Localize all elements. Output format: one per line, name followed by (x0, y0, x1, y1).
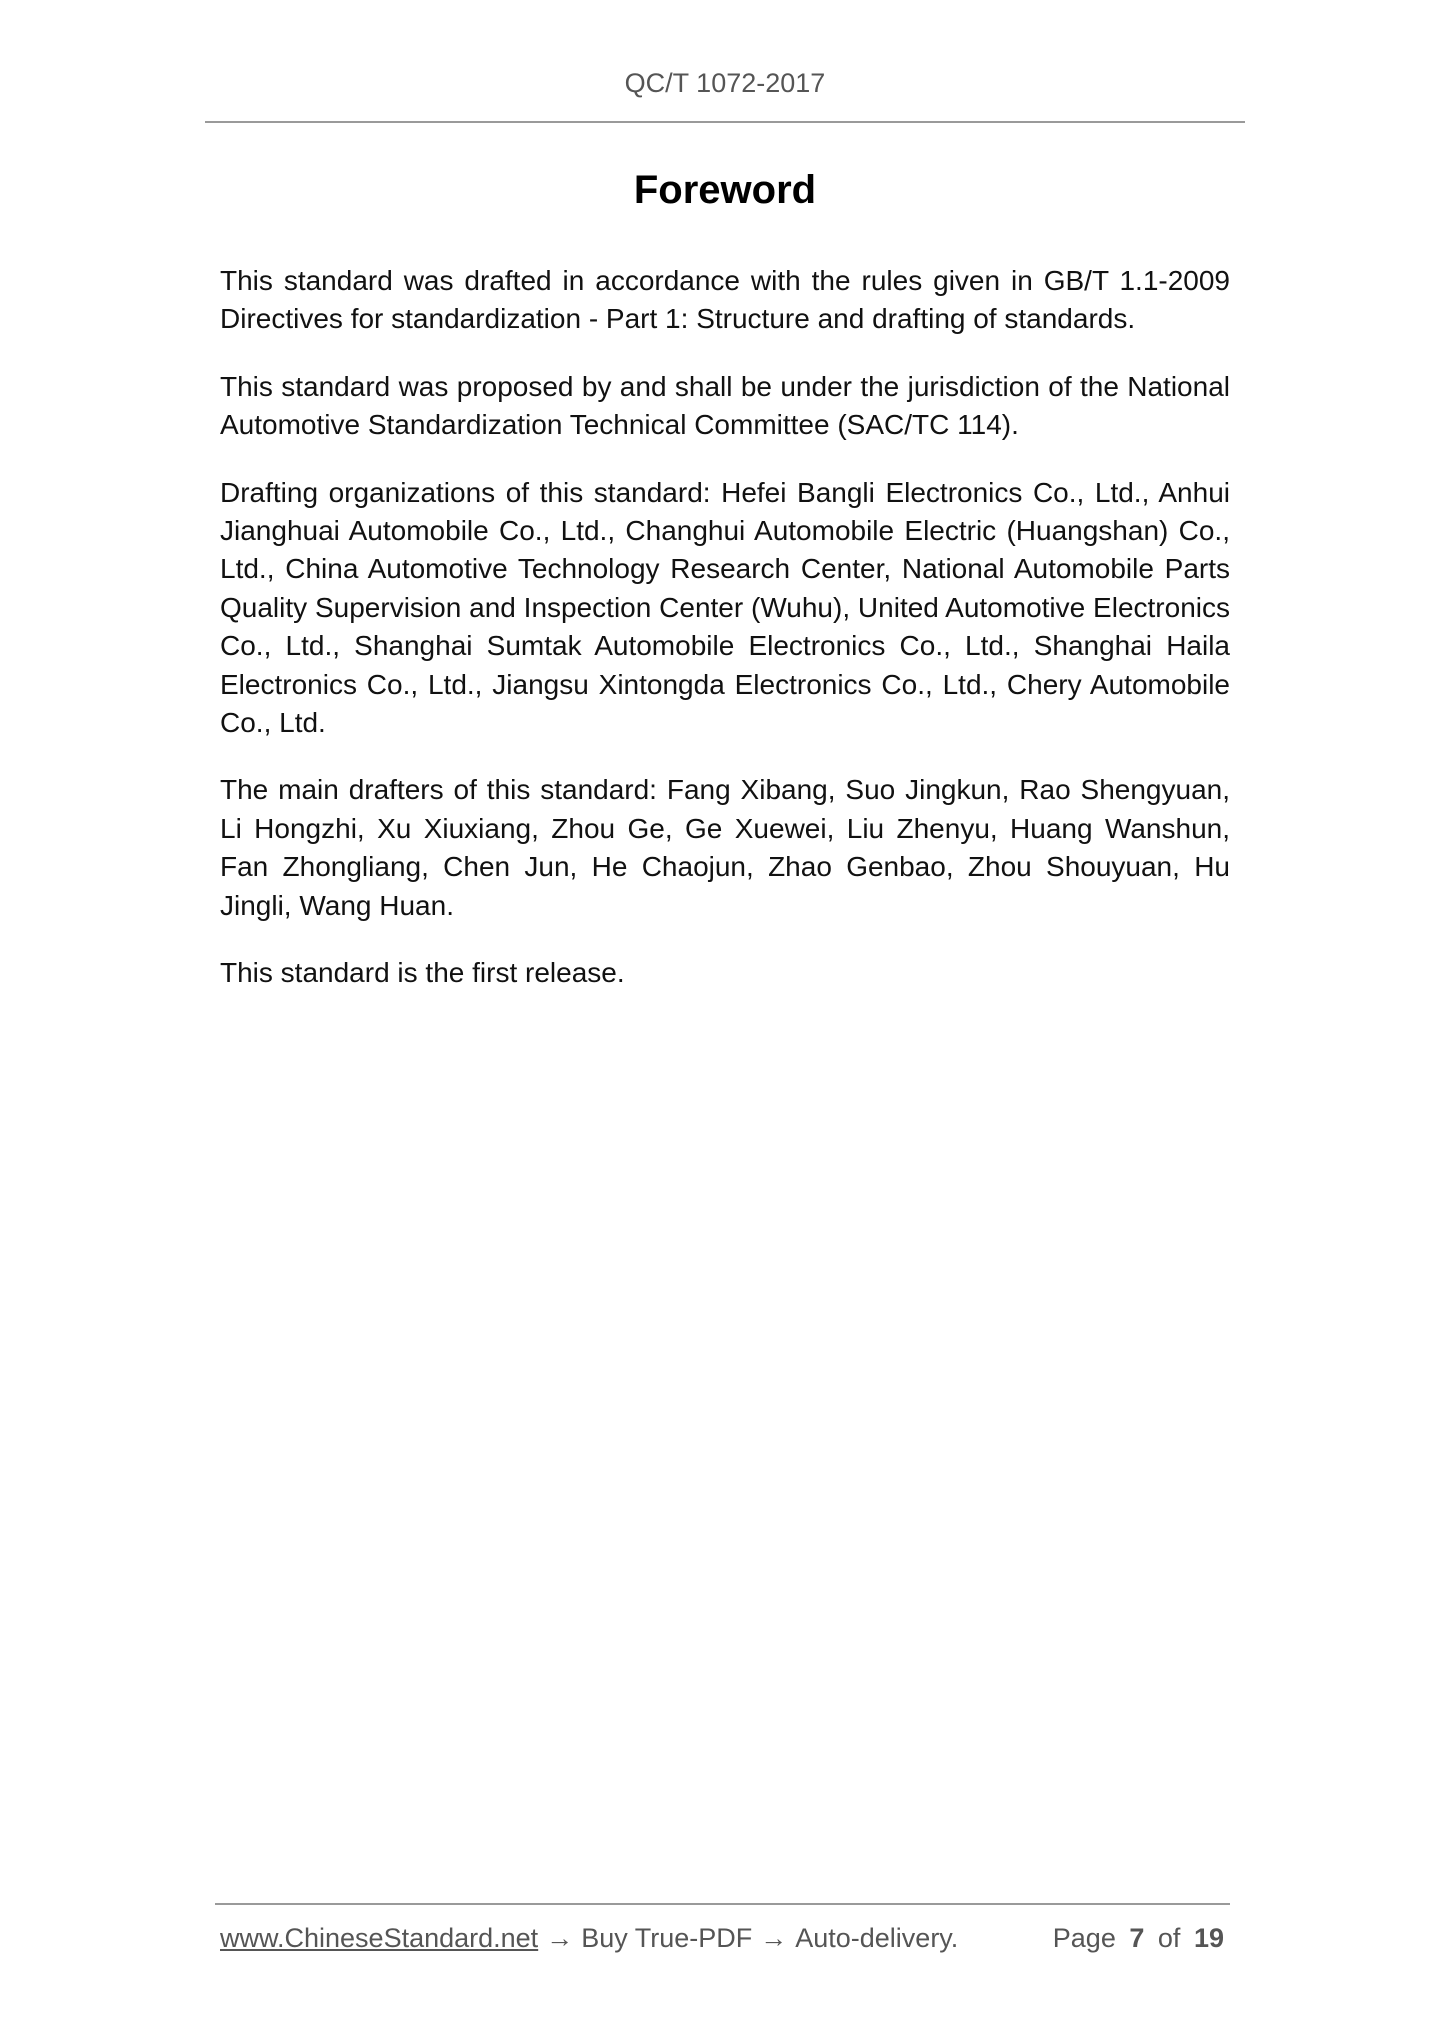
page-header (205, 68, 1245, 99)
paragraph-main-drafters: The main drafters of this standard: Fang Xibang, Suo Jingkun, Rao Shengyuan, Li Hongzhi, Xu Xiuxiang, Zhou Ge, Ge Xuewei, Liu Zhenyu, Huang Wanshun, Fan Zhongliang, Chen Jun, He Chaojun, Zhao Genbao, Zhou Shouyuan, Hu Jingli, Wang Huan. (220, 774, 1230, 921)
page-footer (220, 1923, 1230, 1963)
arrow-right-icon: → (760, 1923, 788, 1953)
page-label: Page (1052, 1923, 1116, 1953)
paragraph-drafting-organizations: Drafting organizations of this standard: Hefei Bangli Electronics Co., Ltd., Anhui Jianghuai Automobile Co., Ltd., Changhui Automobile Electric (Huangshan) Co., Ltd., China Automotive Technology Research Center, National Automobile Parts Quality Supervision and Inspection Center (Wuhu), United Automotive Electronics Co., Ltd., Shanghai Sumtak Automobile Electronics Co., Ltd., Shanghai Haila Electronics Co., Ltd., Jiangsu Xintongda Electronics Co., Ltd., Chery Automobile Co., Ltd. (220, 476, 1230, 739)
foreword-body (220, 262, 1230, 1022)
website-link[interactable]: www.ChineseStandard.net (220, 1923, 539, 1953)
footer-promo (220, 1923, 958, 1954)
current-page-number: 7 (1129, 1923, 1145, 1953)
footer-divider (215, 1903, 1230, 1905)
buy-text: Buy True-PDF (581, 1923, 753, 1953)
total-pages-number: 19 (1193, 1923, 1224, 1953)
paragraph-proposal: This standard was proposed by and shall be under the jurisdiction of the National Automotive Standardization Technical Committee (SAC/TC 114). (220, 370, 1230, 441)
arrow-right-icon: → (546, 1923, 574, 1953)
paragraph-release: This standard is the first release. (220, 957, 625, 989)
delivery-text: Auto-delivery. (795, 1923, 959, 1953)
standard-code: QC/T 1072-2017 (624, 68, 826, 98)
header-divider (205, 121, 1245, 123)
paragraph-drafting-rules: This standard was drafted in accordance with the rules given in GB/T 1.1-2009 Directives for standardization - Part 1: Structure and drafting of standards. (220, 265, 1230, 335)
page-counter (1053, 1923, 1230, 1954)
of-label: of (1157, 1923, 1181, 1953)
page-title: Foreword (633, 168, 817, 212)
